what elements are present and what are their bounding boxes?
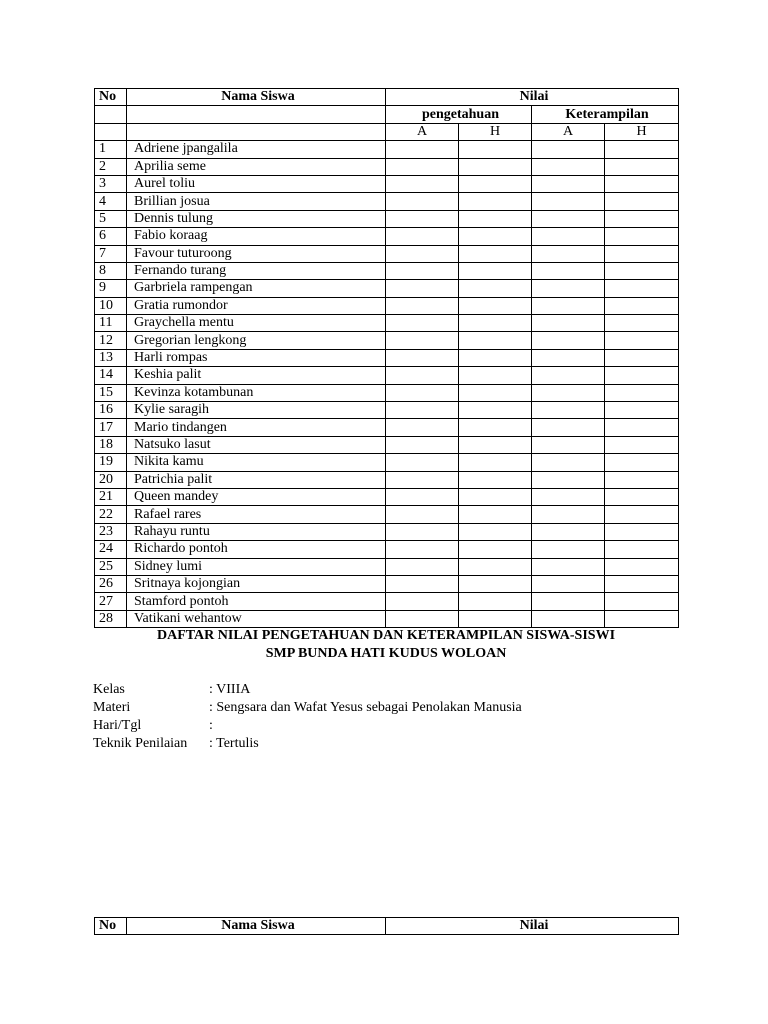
student-no: 7 (95, 245, 127, 262)
score-h-keterampilan (605, 332, 679, 349)
student-no: 2 (95, 158, 127, 175)
col-h-pengetahuan: H (459, 123, 532, 140)
col-a-pengetahuan: A (386, 123, 459, 140)
score-h-pengetahuan (459, 523, 532, 540)
student-name: Garbriela rampengan (127, 280, 386, 297)
score-a-keterampilan (532, 193, 605, 210)
score-a-keterampilan (532, 175, 605, 192)
score-h-pengetahuan (459, 245, 532, 262)
student-name: Vatikani wehantow (127, 610, 386, 627)
col-h-keterampilan: H (605, 123, 679, 140)
student-name: Keshia palit (127, 367, 386, 384)
student-name: Kevinza kotambunan (127, 384, 386, 401)
score-a-keterampilan (532, 141, 605, 158)
student-name: Rafael rares (127, 506, 386, 523)
student-no: 17 (95, 419, 127, 436)
score-h-keterampilan (605, 454, 679, 471)
score-h-keterampilan (605, 402, 679, 419)
student-no: 28 (95, 610, 127, 627)
table-row (95, 349, 679, 366)
score-a-keterampilan (532, 523, 605, 540)
score-a-keterampilan (532, 436, 605, 453)
info-materi (93, 699, 522, 717)
score-h-keterampilan (605, 367, 679, 384)
score-a-pengetahuan (386, 541, 459, 558)
score-a-keterampilan (532, 332, 605, 349)
score-a-keterampilan (532, 315, 605, 332)
score-a-keterampilan (532, 349, 605, 366)
score-a-keterampilan (532, 210, 605, 227)
score-a-pengetahuan (386, 575, 459, 592)
score-h-pengetahuan (459, 262, 532, 279)
score-h-keterampilan (605, 175, 679, 192)
table-row (95, 541, 679, 558)
col-name-header: Nama Siswa (127, 89, 386, 106)
score-a-keterampilan (532, 158, 605, 175)
student-no: 24 (95, 541, 127, 558)
student-no: 12 (95, 332, 127, 349)
score-h-pengetahuan (459, 575, 532, 592)
score-h-pengetahuan (459, 280, 532, 297)
document-title: DAFTAR NILAI PENGETAHUAN DAN KETERAMPILAN SISWA-SISWI (156, 628, 616, 643)
student-no: 22 (95, 506, 127, 523)
pengetahuan-header: pengetahuan (386, 106, 532, 123)
table-row (95, 228, 679, 245)
score-a-pengetahuan (386, 193, 459, 210)
table-row (95, 193, 679, 210)
score-h-keterampilan (605, 558, 679, 575)
student-name: Aprilia seme (127, 158, 386, 175)
score-h-keterampilan (605, 158, 679, 175)
score-a-keterampilan (532, 575, 605, 592)
student-no: 13 (95, 349, 127, 366)
col-nilai-header: Nilai (386, 89, 679, 106)
score-a-pengetahuan (386, 158, 459, 175)
score-a-keterampilan (532, 367, 605, 384)
score-h-pengetahuan (459, 541, 532, 558)
table-row (95, 332, 679, 349)
empty-cell (95, 106, 127, 123)
student-name: Brillian josua (127, 193, 386, 210)
table-row (95, 488, 679, 505)
school-name: SMP BUNDA HATI KUDUS WOLOAN (265, 646, 507, 661)
score-a-pengetahuan (386, 436, 459, 453)
score-a-pengetahuan (386, 141, 459, 158)
student-name: Kylie saragih (127, 402, 386, 419)
score-a-pengetahuan (386, 384, 459, 401)
info-teknik (93, 735, 522, 753)
table-row (95, 210, 679, 227)
student-no: 9 (95, 280, 127, 297)
score-h-pengetahuan (459, 610, 532, 627)
score-h-pengetahuan (459, 315, 532, 332)
student-name: Aurel toliu (127, 175, 386, 192)
student-no: 16 (95, 402, 127, 419)
student-no: 3 (95, 175, 127, 192)
score-a-pengetahuan (386, 175, 459, 192)
student-no: 18 (95, 436, 127, 453)
keterampilan-header: Keterampilan (532, 106, 679, 123)
student-no: 1 (95, 141, 127, 158)
header-row (95, 89, 679, 106)
score-h-keterampilan (605, 315, 679, 332)
student-name: Sidney lumi (127, 558, 386, 575)
student-no: 5 (95, 210, 127, 227)
score-h-pengetahuan (459, 488, 532, 505)
score-a-pengetahuan (386, 297, 459, 314)
student-name: Favour tuturoong (127, 245, 386, 262)
score-a-pengetahuan (386, 280, 459, 297)
table-row (95, 575, 679, 592)
score-a-pengetahuan (386, 593, 459, 610)
score-a-keterampilan (532, 402, 605, 419)
score-a-keterampilan (532, 297, 605, 314)
score-a-pengetahuan (386, 367, 459, 384)
table-row (95, 245, 679, 262)
student-name: Richardo pontoh (127, 541, 386, 558)
score-h-keterampilan (605, 141, 679, 158)
score-h-keterampilan (605, 593, 679, 610)
table-row (95, 175, 679, 192)
score-h-pengetahuan (459, 158, 532, 175)
student-no: 21 (95, 488, 127, 505)
score-h-keterampilan (605, 488, 679, 505)
score-a-pengetahuan (386, 402, 459, 419)
student-name: Mario tindangen (127, 419, 386, 436)
score-h-pengetahuan (459, 593, 532, 610)
student-name: Gratia rumondor (127, 297, 386, 314)
score-h-pengetahuan (459, 175, 532, 192)
score-h-keterampilan (605, 210, 679, 227)
score-a-pengetahuan (386, 610, 459, 627)
student-no: 8 (95, 262, 127, 279)
col-no-header: No (95, 918, 127, 935)
table-row (95, 280, 679, 297)
student-name: Natsuko lasut (127, 436, 386, 453)
table-row (95, 593, 679, 610)
student-no: 6 (95, 228, 127, 245)
score-h-keterampilan (605, 245, 679, 262)
score-a-pengetahuan (386, 523, 459, 540)
info-value: : Sengsara dan Wafat Yesus sebagai Penolakan Manusia (209, 700, 522, 715)
score-a-keterampilan (532, 245, 605, 262)
table-row (95, 141, 679, 158)
student-name: Patrichia palit (127, 471, 386, 488)
header-row (95, 918, 679, 935)
student-no: 14 (95, 367, 127, 384)
score-h-keterampilan (605, 384, 679, 401)
table-row (95, 523, 679, 540)
student-no: 26 (95, 575, 127, 592)
score-a-keterampilan (532, 593, 605, 610)
info-label: Kelas (93, 682, 125, 697)
score-a-keterampilan (532, 228, 605, 245)
score-a-pengetahuan (386, 228, 459, 245)
score-a-keterampilan (532, 384, 605, 401)
score-a-keterampilan (532, 471, 605, 488)
info-value: : VIIIA (209, 682, 251, 697)
score-a-keterampilan (532, 541, 605, 558)
student-name: Rahayu runtu (127, 523, 386, 540)
table-row (95, 436, 679, 453)
score-a-pengetahuan (386, 558, 459, 575)
student-name: Fernando turang (127, 262, 386, 279)
student-no: 23 (95, 523, 127, 540)
info-kelas (93, 681, 522, 699)
student-name: Fabio koraag (127, 228, 386, 245)
grade-table-2 (94, 917, 679, 935)
score-h-keterampilan (605, 575, 679, 592)
col-name-header: Nama Siswa (127, 918, 386, 935)
info-label: Teknik Penilaian (93, 736, 188, 751)
score-a-keterampilan (532, 558, 605, 575)
info-label: Hari/Tgl (93, 718, 142, 733)
score-h-keterampilan (605, 610, 679, 627)
student-name: Sritnaya kojongian (127, 575, 386, 592)
score-a-keterampilan (532, 280, 605, 297)
score-h-pengetahuan (459, 349, 532, 366)
score-h-keterampilan (605, 262, 679, 279)
empty-cell (95, 123, 127, 140)
empty-cell (127, 106, 386, 123)
student-no: 4 (95, 193, 127, 210)
score-h-keterampilan (605, 541, 679, 558)
table-row (95, 158, 679, 175)
score-h-pengetahuan (459, 141, 532, 158)
table-row (95, 471, 679, 488)
score-a-pengetahuan (386, 349, 459, 366)
grade-table (94, 88, 679, 628)
ah-header-row (95, 123, 679, 140)
score-h-keterampilan (605, 349, 679, 366)
student-no: 15 (95, 384, 127, 401)
student-name: Gregorian lengkong (127, 332, 386, 349)
table-row (95, 402, 679, 419)
student-no: 11 (95, 315, 127, 332)
score-a-keterampilan (532, 488, 605, 505)
table-row (95, 297, 679, 314)
score-h-keterampilan (605, 297, 679, 314)
table-row (95, 558, 679, 575)
score-h-pengetahuan (459, 193, 532, 210)
score-h-pengetahuan (459, 367, 532, 384)
score-h-pengetahuan (459, 436, 532, 453)
student-no: 25 (95, 558, 127, 575)
score-a-keterampilan (532, 610, 605, 627)
col-a-keterampilan: A (532, 123, 605, 140)
score-a-pengetahuan (386, 488, 459, 505)
table-row (95, 384, 679, 401)
score-a-pengetahuan (386, 419, 459, 436)
score-h-pengetahuan (459, 332, 532, 349)
student-no: 27 (95, 593, 127, 610)
col-nilai-header: Nilai (386, 918, 679, 935)
subheader-row (95, 106, 679, 123)
student-name: Adriene jpangalila (127, 141, 386, 158)
score-h-keterampilan (605, 523, 679, 540)
student-name: Nikita kamu (127, 454, 386, 471)
score-a-pengetahuan (386, 471, 459, 488)
score-h-keterampilan (605, 471, 679, 488)
score-a-keterampilan (532, 506, 605, 523)
score-a-keterampilan (532, 454, 605, 471)
info-value: : Tertulis (209, 736, 259, 751)
table-row (95, 367, 679, 384)
score-h-pengetahuan (459, 384, 532, 401)
score-a-pengetahuan (386, 262, 459, 279)
score-a-pengetahuan (386, 454, 459, 471)
score-a-pengetahuan (386, 210, 459, 227)
info-hari-tgl (93, 717, 522, 735)
score-h-pengetahuan (459, 402, 532, 419)
info-label: Materi (93, 700, 131, 715)
score-h-pengetahuan (459, 471, 532, 488)
student-no: 20 (95, 471, 127, 488)
table-row (95, 610, 679, 627)
score-h-keterampilan (605, 193, 679, 210)
score-h-pengetahuan (459, 419, 532, 436)
score-h-keterampilan (605, 506, 679, 523)
student-name: Queen mandey (127, 488, 386, 505)
score-h-keterampilan (605, 228, 679, 245)
empty-cell (127, 123, 386, 140)
info-value: : (209, 718, 213, 733)
score-h-keterampilan (605, 419, 679, 436)
student-no: 10 (95, 297, 127, 314)
table-row (95, 315, 679, 332)
table-row (95, 454, 679, 471)
score-a-pengetahuan (386, 506, 459, 523)
student-no: 19 (95, 454, 127, 471)
score-h-pengetahuan (459, 228, 532, 245)
student-name: Stamford pontoh (127, 593, 386, 610)
student-name: Harli rompas (127, 349, 386, 366)
score-a-pengetahuan (386, 315, 459, 332)
col-no-header: No (95, 89, 127, 106)
student-name: Graychella mentu (127, 315, 386, 332)
score-a-keterampilan (532, 262, 605, 279)
score-h-pengetahuan (459, 454, 532, 471)
table-row (95, 419, 679, 436)
score-h-keterampilan (605, 280, 679, 297)
score-h-keterampilan (605, 436, 679, 453)
score-a-pengetahuan (386, 332, 459, 349)
score-a-pengetahuan (386, 245, 459, 262)
score-a-keterampilan (532, 419, 605, 436)
score-h-pengetahuan (459, 506, 532, 523)
info-block (93, 681, 522, 753)
score-h-pengetahuan (459, 558, 532, 575)
student-name: Dennis tulung (127, 210, 386, 227)
table-row (95, 262, 679, 279)
table-row (95, 506, 679, 523)
score-h-pengetahuan (459, 297, 532, 314)
score-h-pengetahuan (459, 210, 532, 227)
